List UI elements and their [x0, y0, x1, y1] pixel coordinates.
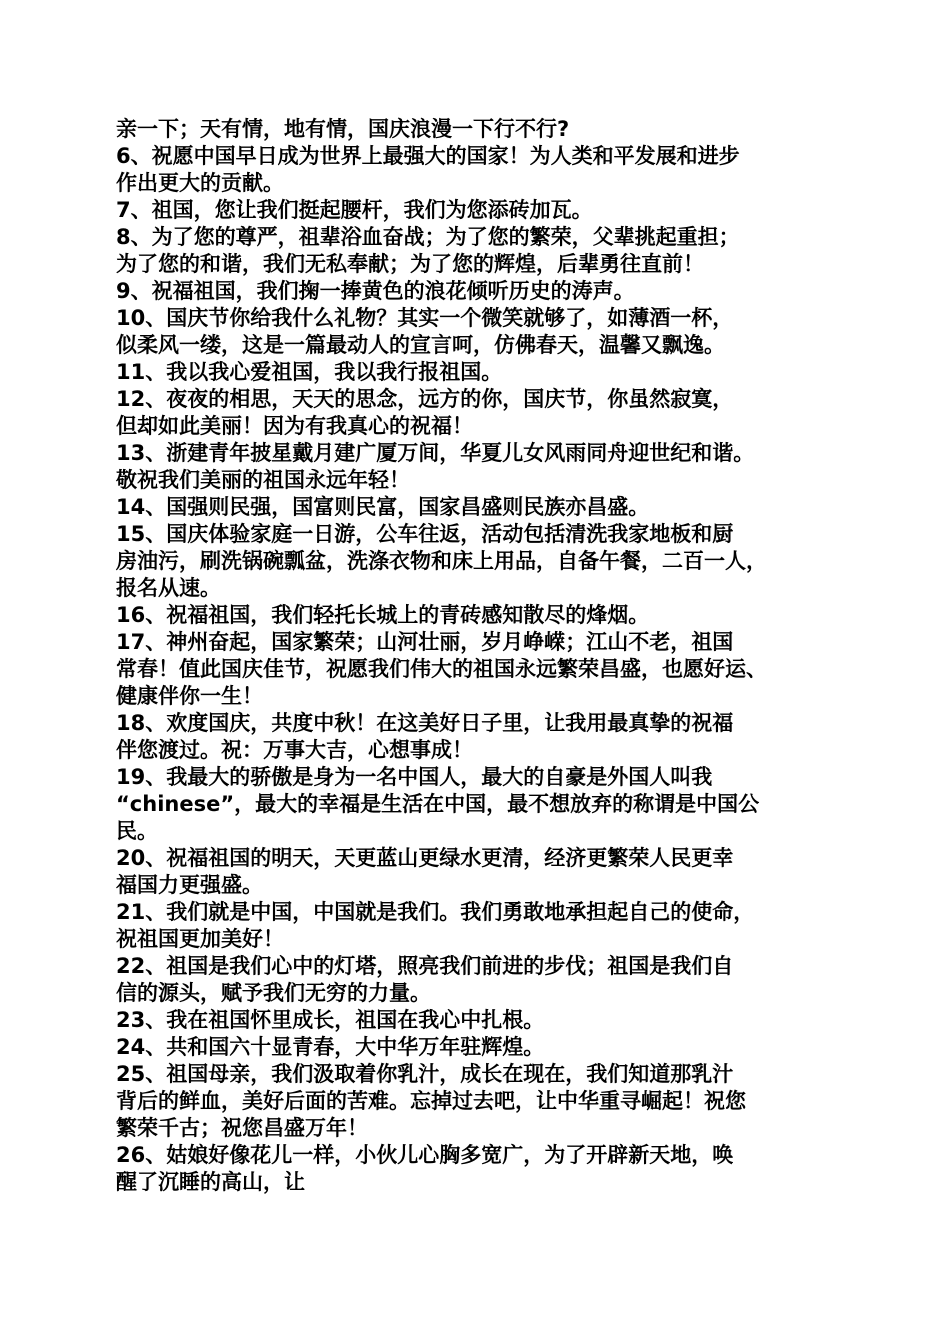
document-body	[116, 116, 846, 1196]
text-line: 作出更大的贡献。	[116, 171, 284, 195]
text-line: 伴您渡过。祝：万事大吉，心想事成！	[116, 738, 473, 762]
text-line: 但却如此美丽！因为有我真心的祝福！	[116, 414, 473, 438]
text-line: 13、浙建青年披星戴月建广厦万间，华夏儿女风雨同舟迎世纪和谐。	[116, 441, 755, 465]
text-line: 21、我们就是中国，中国就是我们。我们勇敢地承担起自己的使命，	[116, 900, 755, 924]
text-line: 6、祝愿中国早日成为世界上最强大的国家！为人类和平发展和进步	[116, 144, 740, 168]
text-line: 亲一下；天有情，地有情，国庆浪漫一下行不行?	[116, 117, 570, 141]
text-line: 繁荣千古；祝您昌盛万年！	[116, 1116, 368, 1140]
text-line: 14、国强则民强，国富则民富，国家昌盛则民族亦昌盛。	[116, 495, 650, 519]
text-line: 11、我以我心爱祖国，我以我行报祖国。	[116, 360, 503, 384]
text-line: 房油污，刷洗锅碗瓢盆，洗涤衣物和床上用品，自备午餐，二百一人，	[116, 549, 767, 573]
text-line: 似柔风一缕，这是一篇最动人的宣言呵，仿佛春天，温馨又飘逸。	[116, 333, 725, 357]
text-line: 健康伴你一生！	[116, 684, 263, 708]
text-line: 26、姑娘好像花儿一样，小伙儿心胸多宽广，为了开辟新天地，唤	[116, 1143, 734, 1167]
text-line: 7、祖国，您让我们挺起腰杆，我们为您添砖加瓦。	[116, 198, 593, 222]
text-line: 敬祝我们美丽的祖国永远年轻！	[116, 468, 410, 492]
text-line: 报名从速。	[116, 576, 221, 600]
text-line: 24、共和国六十显青春，大中华万年驻辉煌。	[116, 1035, 545, 1059]
text-line: 醒了沉睡的高山，让	[116, 1170, 305, 1194]
text-line: 12、夜夜的相思，天天的思念，远方的你，国庆节，你虽然寂寞，	[116, 387, 734, 411]
text-line: 民。	[116, 819, 158, 843]
text-line: 22、祖国是我们心中的灯塔，照亮我们前进的步伐；祖国是我们自	[116, 954, 734, 978]
text-line: 祝祖国更加美好！	[116, 927, 284, 951]
text-line: 20、祝福祖国的明天，天更蓝山更绿水更清，经济更繁荣人民更幸	[116, 846, 734, 870]
text-line: 25、祖国母亲，我们汲取着你乳汁，成长在现在，我们知道那乳汁	[116, 1062, 734, 1086]
text-line: 19、我最大的骄傲是身为一名中国人，最大的自豪是外国人叫我	[116, 765, 713, 789]
text-line: 常春！值此国庆佳节，祝愿我们伟大的祖国永远繁荣昌盛，也愿好运、	[116, 657, 767, 681]
text-line: 福国力更强盛。	[116, 873, 263, 897]
text-line: 10、国庆节你给我什么礼物？其实一个微笑就够了，如薄酒一杯，	[116, 306, 734, 330]
text-line: 为了您的和谐，我们无私奉献；为了您的辉煌，后辈勇往直前！	[116, 252, 704, 276]
text-line: 8、为了您的尊严，祖辈浴血奋战；为了您的繁荣，父辈挑起重担；	[116, 225, 740, 249]
text-line: 信的源头，赋予我们无穷的力量。	[116, 981, 431, 1005]
text-line: 9、祝福祖国，我们掬一捧黄色的浪花倾听历史的涛声。	[116, 279, 635, 303]
text-line: 15、国庆体验家庭一日游，公车往返，活动包括清洗我家地板和厨	[116, 522, 734, 546]
text-line: 背后的鲜血，美好后面的苦难。忘掉过去吧，让中华重寻崛起！祝您	[116, 1089, 746, 1113]
text-line: “chinese”，最大的幸福是生活在中国，最不想放弃的称谓是中国公	[116, 792, 760, 816]
text-line: 16、祝福祖国，我们轻托长城上的青砖感知散尽的烽烟。	[116, 603, 650, 627]
text-line: 23、我在祖国怀里成长，祖国在我心中扎根。	[116, 1008, 545, 1032]
text-line: 18、欢度国庆，共度中秋！在这美好日子里，让我用最真挚的祝福	[116, 711, 734, 735]
text-line: 17、神州奋起，国家繁荣；山河壮丽，岁月峥嵘；江山不老，祖国	[116, 630, 734, 654]
